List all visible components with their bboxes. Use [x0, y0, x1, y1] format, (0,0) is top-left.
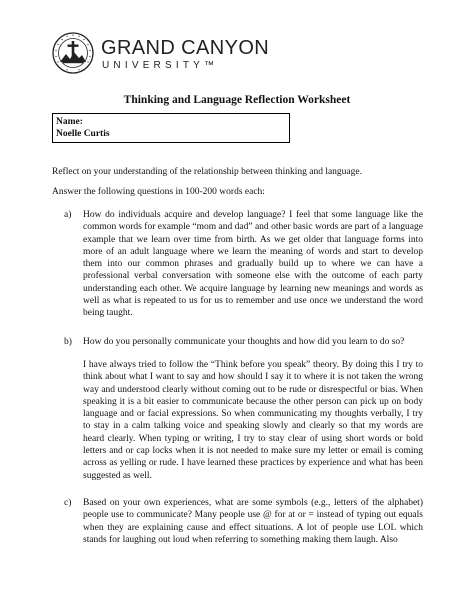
- logo-wordmark: GRAND CANYON: [101, 37, 270, 59]
- question-marker: a): [64, 210, 72, 220]
- question-text: How do individuals acquire and develop language? I feel that some language like the common words for example “mom and dad” and other basic words are part of a language example that we learn over time from birth. As we get older that language forms into more of an adult language where we learn the meaning of words and start to develop them into our common phrases and gradually build up to where we can have a professional verbal conversation with someone else with the outcome of each party understanding each other. We acquire language by learning new meanings and words as well as what is repeated to us for us to remember and use once we understand the word being taught.: [83, 210, 423, 319]
- logo-subtitle: UNIVERSITY™: [102, 60, 219, 71]
- name-value: Noelle Curtis: [56, 129, 110, 139]
- instructions-text: Answer the following questions in 100-200 words each:: [52, 187, 265, 197]
- question-text: Based on your own experiences, what are some symbols (e.g., letters of the alphabet) people use to communicate? Many people use @ for at or = instead of typing out equals when they are explaining cause and effect situations. A lot of people use LOL which stands for laughing out loud when referring to something making them laugh. Also: [83, 498, 423, 545]
- name-label: Name:: [56, 117, 83, 127]
- question-text: How do you personally communicate your thoughts and how did you learn to do so?: [83, 337, 405, 347]
- question-marker: b): [64, 337, 72, 347]
- name-box: [52, 113, 290, 143]
- question-marker: c): [64, 498, 72, 508]
- university-logo: [52, 32, 282, 76]
- page-title: Thinking and Language Reflection Worksheet: [123, 94, 351, 106]
- intro-text: Reflect on your understanding of the relationship between thinking and language.: [52, 167, 362, 177]
- answer-b: I have always tried to follow the “Think before you speak” theory. By doing this I try to think about what I want to say and how should I say it to where it is not taken the wrong way and understood clearly without coming out to be rude or disrespectful or bias. When speaking it is a bit easier to communicate because the other person can pick up on body language and or facial expressions. So when communicating my thoughts verbally, I try to stay in a calm talking voice and speaking slowly and clearly so that my words are heard clearly. When typing or writing, I try to stay clear of using short words or bold letters and or cap locks when it is not needed to make sure my letter or email is coming across as yelling or rude. I have learned these practices by experience and what has been suggested as well.: [83, 360, 423, 481]
- university-seal-icon: [52, 32, 94, 74]
